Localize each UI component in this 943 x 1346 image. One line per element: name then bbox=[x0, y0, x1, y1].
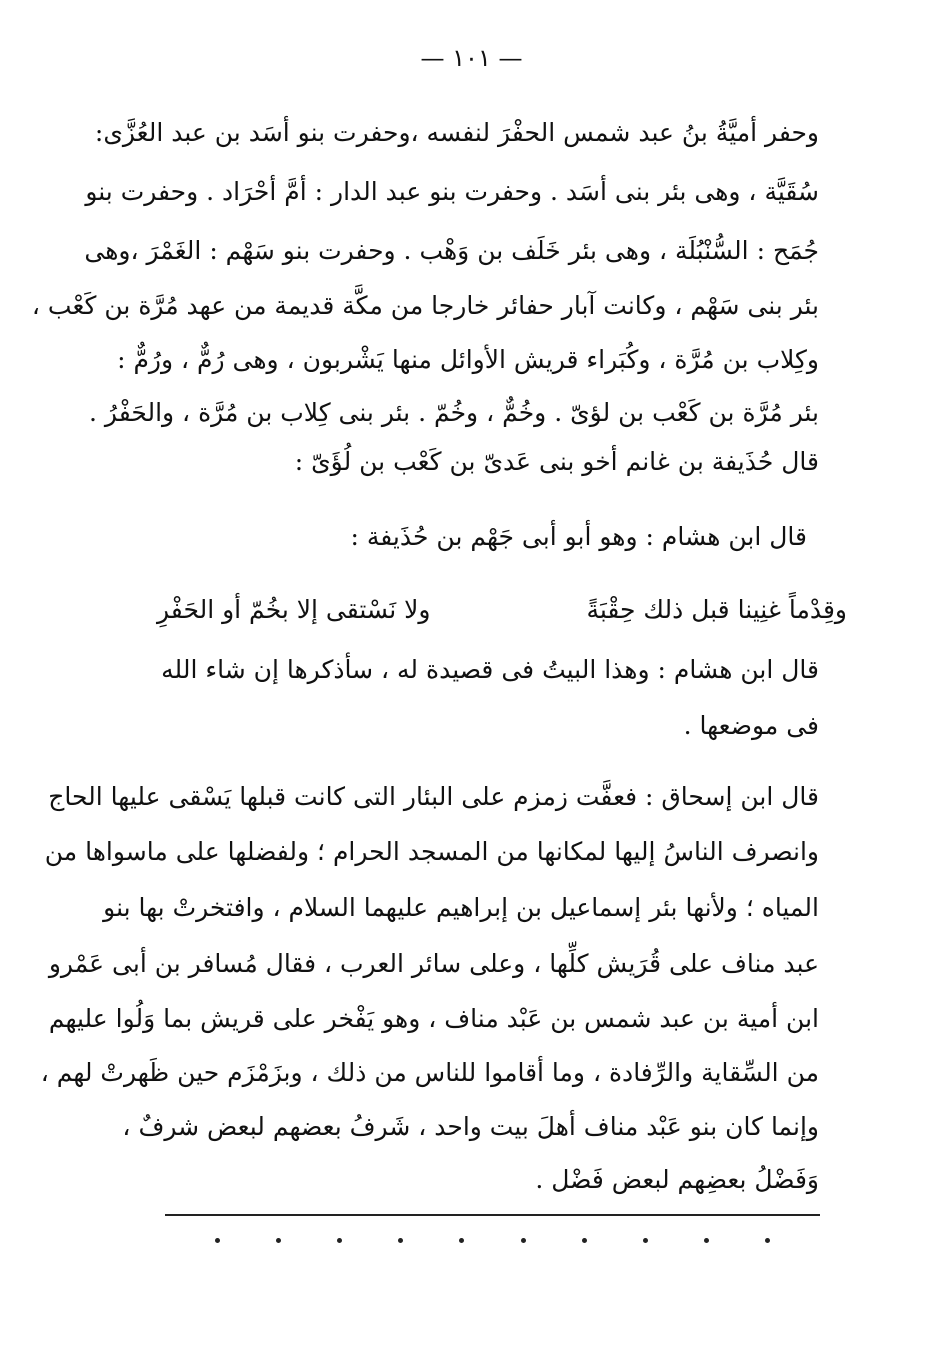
dot-ornament bbox=[459, 1238, 464, 1243]
dot-ornament bbox=[765, 1238, 770, 1243]
text-line: وانصرف الناسُ إليها لمكانها من المسجد الحرام ؛ ولفضلها على ماسواها من bbox=[44, 837, 819, 866]
dot-ornament bbox=[276, 1238, 281, 1243]
text-line: وَفَضْلُ بعضِهم لبعض فَضْل . bbox=[535, 1165, 819, 1194]
text-line: سُقَيَّة ، وهى بئر بنى أسَد . وحفرت بنو عبد الدار : أمَّ أحْرَاد . وحفرت بنو bbox=[85, 177, 819, 206]
text-line: قال حُذَيفة بن غانم أخو بنى عَدىّ بن كَعْب بن لُؤَىّ : bbox=[294, 447, 819, 476]
text-line: بئر بنى سَهْم ، وكانت آبار حفائر خارجا من مكَّة قديمة من عهد مُرَّة بن كَعْب ، bbox=[31, 291, 819, 320]
dot-ornament bbox=[337, 1238, 342, 1243]
dot-ornament bbox=[215, 1238, 220, 1243]
text-line: وحفر أميَّةُ بنُ عبد شمس الحفْرَ لنفسه ،وحفرت بنو أسَد بن عبد العُزَّى: bbox=[94, 118, 819, 147]
text-line: قال ابن إسحاق : فعفَّت زمزم على البئار التى كانت قبلها يَسْقى عليها الحاج bbox=[48, 782, 819, 811]
poem-left-hemistich: ولا نَسْتقى إلا بخُمّ أو الحَفْرِ bbox=[157, 595, 431, 624]
ornamental-dots bbox=[215, 1238, 770, 1243]
note-line: فى موضعها . bbox=[683, 711, 819, 740]
text-line: بئر مُرَّة بن كَعْب بن لؤىّ . وخُمٌّ ، وخُمّ . بئر بنى كِلاب بن مُرَّة ، والحَفْرُ . bbox=[89, 398, 819, 427]
poem-right-hemistich: وقِدْماً غنِينا قبل ذلك حِقْبَةً bbox=[586, 595, 847, 624]
poem-verse bbox=[157, 590, 847, 630]
text-line: ابن أمية بن عبد شمس بن عَبْد مناف ، وهو يَفْخر على قريش بما وَلُوا عليهم bbox=[48, 1004, 819, 1033]
page-number: — ١٠١ — bbox=[420, 44, 523, 72]
dot-ornament bbox=[398, 1238, 403, 1243]
text-line: وكِلاب بن مُرَّة ، وكُبَراء قريش الأوائل منها يَشْربون ، وهى رُمٌّ ، ورُمٌّ : bbox=[117, 345, 819, 374]
text-line: جُمَح : السُّنْبُلَة ، وهى بئر خَلَف بن وَهْب . وحفرت بنو سَهْم : الغَمْرَ ،وهى bbox=[84, 236, 819, 265]
footnote-rule bbox=[165, 1214, 820, 1216]
note-line: قال ابن هشام : وهو أبو أبى جَهْم بن حُذَيفة : bbox=[350, 522, 807, 551]
text-line: المياه ؛ ولأنها بئر إسماعيل بن إبراهيم عليهما السلام ، وافتخرتْ بها بنو bbox=[103, 893, 819, 922]
dot-ornament bbox=[582, 1238, 587, 1243]
text-line: من السِّقاية والرِّفادة ، وما أقاموا للناس من ذلك ، وبزَمْزَم حين ظَهرتْ لهم ، bbox=[40, 1058, 819, 1087]
dot-ornament bbox=[521, 1238, 526, 1243]
text-line: عبد مناف على قُرَيش كلِّها ، وعلى سائر العرب ، فقال مُسافر بن أبى عَمْرو bbox=[48, 949, 819, 978]
dot-ornament bbox=[704, 1238, 709, 1243]
text-line: وإنما كان بنو عَبْد مناف أهلَ بيت واحد ، شَرفُ بعضهم لبعض شرفٌ ، bbox=[122, 1112, 819, 1141]
note-line: قال ابن هشام : وهذا البيتُ فى قصيدة له ، سأذكرها إن شاء الله bbox=[161, 655, 819, 684]
dot-ornament bbox=[643, 1238, 648, 1243]
